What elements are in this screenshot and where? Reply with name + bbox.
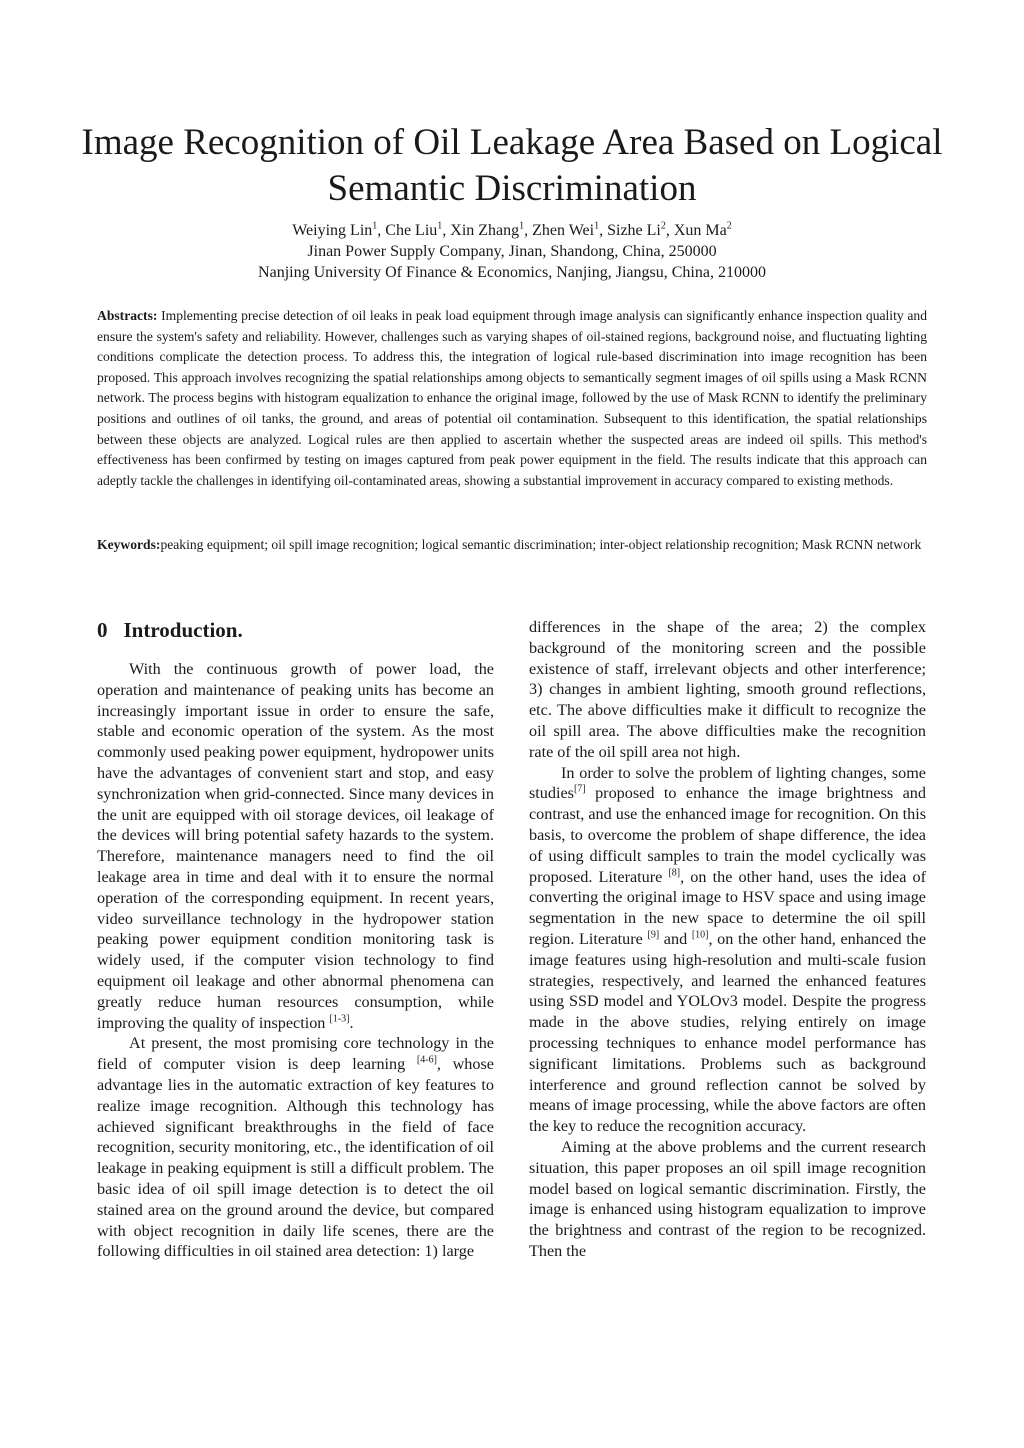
section-number: 0 — [97, 618, 108, 642]
section-title: Introduction. — [123, 618, 243, 642]
paragraph-text: . — [349, 1013, 354, 1032]
affiliation-1: Jinan Power Supply Company, Jinan, Shandong, China, 250000 — [307, 243, 717, 260]
paragraph-text: With the continuous growth of power load, the operation and maintenance of peaking units has become an increasingly important issue in order to ensure the safe, stable and economic operation of the system. As the most commonly used peaking power equipment, hydropower units have the advantages of convenient start and stop, and easy synchronization when grid-connected. Since many devices in the unit are equipped with oil storage devices, oil leakage of the devices will bring potential safety hazards to the system. Therefore, maintenance managers need to find the oil leakage area in time and deal with it to ensure the normal operation of the corresponding equipment. In recent years, video surveillance technology in the hydropower station peaking power equipment condition monitoring task is widely used, if the computer vision technology to find equipment oil leakage and other abnormal phenomena can greatly reduce human resources consumption, while improving the quality of inspection — [97, 660, 494, 1032]
affiliation-mark: 2 — [726, 220, 732, 232]
paragraph-text: and — [659, 929, 692, 948]
paragraph: Aiming at the above problems and the current research situation, this paper proposes an oil spill image recognition model based on logical semantic discrimination. Firstly, the image is enhanced using histogram equalization to improve the brightness and contrast of the region to be recognized. Then the — [529, 1137, 926, 1260]
citation: [7] — [573, 783, 586, 795]
paragraph-text: , on the other hand, enhanced the image features using high-resolution and multi-scale fusion strategies, respectively, and learned the enhanced features using SSD model and YOLOv3 model. Despite the progress made in the above studies, relying entirely on image processing techniques to enhance model performance has significant limitations. Problems such as background interference and ground reflection cannot be solved by means of image processing, while the above factors are often the key to reduce the recognition accuracy. — [529, 929, 926, 1136]
keywords — [97, 535, 927, 556]
keywords-text: peaking equipment; oil spill image recognition; logical semantic discrimination; inter-object relationship recognition; Mask RCNN network — [160, 537, 922, 552]
citation: [9] — [647, 929, 660, 941]
abstract — [97, 306, 927, 491]
author-name: Xin Zhang — [450, 222, 520, 239]
author-name: Weiying Lin — [292, 222, 373, 239]
right-column — [529, 617, 926, 1262]
author-name: Xun Ma — [673, 222, 727, 239]
paragraph — [97, 1033, 494, 1262]
paragraph-text: At present, the most promising core technology in the field of computer vision is deep learning — [97, 1034, 494, 1074]
affiliation-mark: 1 — [594, 220, 600, 232]
abstract-label: Abstracts: — [97, 308, 158, 323]
citation: [4-6] — [416, 1054, 437, 1066]
paragraph-text: , whose advantage lies in the automatic extraction of key features to realize image recognition. Although this technology has achieved significant breakthroughs in the field of face recognition, security monitoring, etc., the identification of oil leakage in peaking equipment is still a difficult problem. The basic idea of oil spill image detection is to detect the oil stained area on the ground around the device, but compared with object recognition in daily life scenes, there are the following difficulties in oil stained area detection: 1) large — [97, 1055, 494, 1261]
section-heading — [97, 617, 494, 643]
author-name: Che Liu — [385, 222, 438, 239]
paragraph — [529, 763, 926, 1137]
author-name: Zhen Wei — [532, 222, 595, 239]
affiliation-mark: 1 — [519, 220, 525, 232]
paragraph: differences in the shape of the area; 2) the complex background of the monitoring screen and the possible existence of staff, irrelevant objects and other interference; 3) changes in ambient lighting, smooth ground reflections, etc. The above difficulties make it difficult to recognize the oil spill area. The above difficulties make the recognition rate of the oil spill area not high. — [529, 618, 926, 761]
left-column — [97, 617, 494, 1262]
author-name: Sizhe Li — [607, 222, 661, 239]
affiliation-mark: 1 — [437, 220, 443, 232]
citation: [8] — [668, 867, 681, 879]
paragraph-text: , on the other hand, uses the idea of converting the original image to HSV space and using image segmentation in the new space to determine the oil spill region. Literature — [529, 867, 926, 948]
abstract-text: Implementing precise detection of oil leaks in peak load equipment through image analysis can significantly enhance inspection quality and ensure the system's safety and reliability. However, challenges such as varying shapes of oil-stained regions, background noise, and fluctuating lighting conditions complicate the detection process. To address this, the integration of logical rule-based discrimination into image recognition has been proposed. This approach involves recognizing the spatial relationships among objects to semantically segment images of oil spills using a Mask RCNN network. The process begins with histogram equalization to enhance the original image, followed by the use of Mask RCNN to identify the preliminary positions and outlines of oil tanks, the ground, and areas of potential oil contamination. Subsequent to this identification, the spatial relationships between these objects are analyzed. Logical rules are then applied to ascertain whether the suspected areas are indeed oil spills. This method's effectiveness has been confirmed by testing on images captured from peak power equipment in the field. The results indicate that this approach can adeptly tackle the challenges in identifying oil-contaminated areas, showing a substantial improvement in accuracy compared to existing methods. — [97, 308, 927, 488]
author-list: Weiying Lin$^1$, Che Liu$^1$, Xin Zhang$^1$, Zhen Wei$^1$, Sizhe Li$^2$, Xun Ma$^2$ — [292, 220, 732, 239]
affiliation-2: Nanjing University Of Finance & Economics, Nanjing, Jiangsu, China, 210000 — [258, 264, 766, 281]
paragraph-text: proposed to enhance the image brightness and contrast, and use the enhanced image for recognition. On this basis, to overcome the problem of shape difference, the idea of using difficult samples to train the model cyclically was proposed. Literature — [529, 784, 926, 886]
author-block — [60, 220, 964, 283]
affiliation-mark: 1 — [372, 220, 378, 232]
affiliation-mark: 2 — [660, 220, 666, 232]
paragraph — [97, 659, 494, 1033]
paragraph-text: In order to solve the problem of lighting changes, some studies — [529, 763, 926, 803]
keywords-label: Keywords: — [97, 537, 161, 552]
paper-title: Image Recognition of Oil Leakage Area Based on Logical Semantic Discrimination — [81, 122, 943, 209]
citation: [1-3] — [329, 1013, 350, 1025]
citation: [10] — [691, 929, 709, 941]
